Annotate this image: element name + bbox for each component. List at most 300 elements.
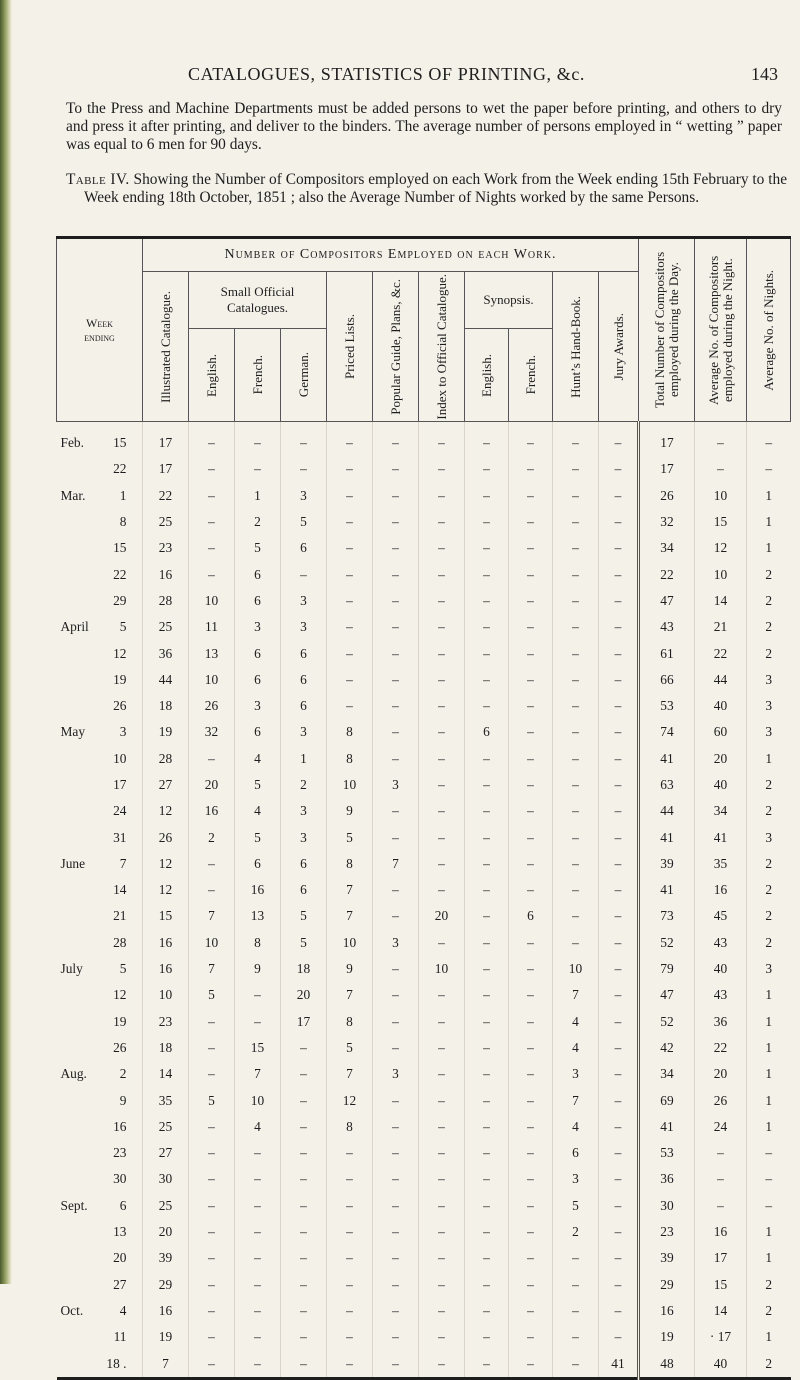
table-cell: – xyxy=(373,798,419,824)
table-cell: – xyxy=(189,456,235,482)
table-cell: 79 xyxy=(639,956,695,982)
table-row xyxy=(57,1219,791,1245)
table-cell: 2 xyxy=(747,877,791,903)
table-cell: – xyxy=(327,1298,373,1324)
table-cell: 66 xyxy=(639,667,695,693)
table-row xyxy=(57,1140,791,1166)
table-cell: 12 xyxy=(695,535,747,561)
table-row xyxy=(57,1166,791,1192)
table-cell: – xyxy=(419,1035,465,1061)
table-cell: 2 xyxy=(281,772,327,798)
week-day: 19 xyxy=(113,1013,127,1029)
week-cell xyxy=(57,535,143,561)
table-cell: 34 xyxy=(639,1061,695,1087)
table-cell: – xyxy=(465,877,509,903)
table-cell: – xyxy=(509,956,553,982)
table-cell: 4 xyxy=(235,798,281,824)
table-cell: 7 xyxy=(553,1087,599,1113)
table-cell: – xyxy=(419,1272,465,1298)
header-total-day-text: Total Number of Compositors employed during the Day. xyxy=(651,251,681,409)
header-index-official-text: Index to Official Catalogue. xyxy=(433,273,449,420)
table-cell: – xyxy=(373,1298,419,1324)
table-cell: 2 xyxy=(747,798,791,824)
table-cell: – xyxy=(189,1061,235,1087)
table-cell: 30 xyxy=(639,1193,695,1219)
table-cell: 53 xyxy=(639,1140,695,1166)
table-cell: – xyxy=(419,1140,465,1166)
table-cell: – xyxy=(373,1166,419,1192)
table-cell: 41 xyxy=(599,1350,639,1378)
table-cell: – xyxy=(373,1245,419,1271)
table-cell: – xyxy=(419,1324,465,1350)
table-cell: – xyxy=(373,719,419,745)
table-cell: – xyxy=(419,509,465,535)
table-cell: 26 xyxy=(639,483,695,509)
table-cell: 18 xyxy=(143,693,189,719)
table-cell: – xyxy=(599,851,639,877)
table-row xyxy=(57,456,791,482)
header-jury-awards xyxy=(599,272,639,422)
table-cell: – xyxy=(509,1272,553,1298)
table-cell: 6 xyxy=(281,640,327,666)
table-cell: – xyxy=(419,746,465,772)
table-cell: 7 xyxy=(553,982,599,1008)
week-day: 22 xyxy=(113,461,127,477)
table-cell: – xyxy=(599,422,639,457)
header-small-french xyxy=(235,329,281,422)
table-cell: – xyxy=(419,824,465,850)
table-cell: – xyxy=(509,1193,553,1219)
table-cell: – xyxy=(373,1350,419,1378)
table-cell: 26 xyxy=(143,824,189,850)
table-cell: 44 xyxy=(639,798,695,824)
table-row xyxy=(57,877,791,903)
table-cell: 4 xyxy=(553,1114,599,1140)
header-avg-night-text: Average No. of Compositors employed during the Night. xyxy=(705,255,735,405)
table-cell: 39 xyxy=(639,1245,695,1271)
table-cell: 21 xyxy=(695,614,747,640)
week-day: 29 xyxy=(113,592,127,608)
table-cell: 20 xyxy=(281,982,327,1008)
table-cell: – xyxy=(599,772,639,798)
table-cell: 6 xyxy=(235,719,281,745)
table-cell: – xyxy=(281,1272,327,1298)
table-cell: – xyxy=(509,1035,553,1061)
table-cell: 2 xyxy=(747,561,791,587)
table-cell: – xyxy=(281,456,327,482)
week-day: 12 xyxy=(113,645,127,661)
table-cell: – xyxy=(599,561,639,587)
table-cell: – xyxy=(189,1166,235,1192)
table-cell: 3 xyxy=(747,824,791,850)
table-cell: 7 xyxy=(189,903,235,929)
table-cell: – xyxy=(419,851,465,877)
table-cell: – xyxy=(189,1298,235,1324)
table-row xyxy=(57,561,791,587)
table-cell: – xyxy=(373,746,419,772)
table-cell: 40 xyxy=(695,772,747,798)
table-cell: 8 xyxy=(327,1009,373,1035)
table-cell: – xyxy=(599,903,639,929)
table-cell: – xyxy=(553,588,599,614)
table-cell: – xyxy=(553,614,599,640)
table-cell: 34 xyxy=(639,535,695,561)
week-day: 16 xyxy=(113,1118,127,1134)
table-cell: 20 xyxy=(695,746,747,772)
table-cell: 8 xyxy=(327,746,373,772)
table-cell: – xyxy=(235,982,281,1008)
table-cell: 16 xyxy=(189,798,235,824)
header-priced-lists-text: Priced Lists. xyxy=(341,314,357,379)
table-cell: – xyxy=(419,561,465,587)
week-day: 5 xyxy=(119,961,127,977)
table-cell: – xyxy=(509,851,553,877)
table-caption-text: Showing the Number of Compositors employed on each Work from the Week ending 15th February to the Week ending 18th October, 1851 ; also the Average Number of Nights worked by the same Persons. xyxy=(84,171,788,206)
table-cell: – xyxy=(327,1245,373,1271)
week-day: 10 xyxy=(113,750,127,766)
week-day: 22 xyxy=(113,566,127,582)
header-hunts-handbook xyxy=(553,272,599,422)
table-cell: 35 xyxy=(143,1087,189,1113)
table-cell: 5 xyxy=(281,509,327,535)
table-cell: – xyxy=(373,903,419,929)
week-day: 21 xyxy=(113,908,127,924)
table-cell: 2 xyxy=(553,1219,599,1245)
table-row xyxy=(57,851,791,877)
week-cell xyxy=(57,588,143,614)
table-cell: – xyxy=(373,588,419,614)
table-cell: 15 xyxy=(695,1272,747,1298)
table-cell: 5 xyxy=(327,1035,373,1061)
table-cell: – xyxy=(465,746,509,772)
table-cell: – xyxy=(509,535,553,561)
table-cell: – xyxy=(599,1245,639,1271)
table-cell: – xyxy=(599,614,639,640)
table-cell: – xyxy=(373,535,419,561)
table-cell: 18 xyxy=(143,1035,189,1061)
table-cell: – xyxy=(373,456,419,482)
table-cell: – xyxy=(373,561,419,587)
table-cell: – xyxy=(327,456,373,482)
week-month: May xyxy=(60,724,86,740)
table-cell: – xyxy=(419,456,465,482)
table-cell: – xyxy=(189,746,235,772)
table-cell: – xyxy=(465,982,509,1008)
table-cell: 10 xyxy=(143,982,189,1008)
table-cell: – xyxy=(189,561,235,587)
table-cell: 8 xyxy=(327,1114,373,1140)
table-cell: 3 xyxy=(373,772,419,798)
table-cell: 6 xyxy=(509,903,553,929)
table-cell: – xyxy=(419,1350,465,1378)
table-cell: 9 xyxy=(235,956,281,982)
table-cell: – xyxy=(189,422,235,457)
running-title: CATALOGUES, STATISTICS OF PRINTING, &c. xyxy=(188,64,586,84)
table-cell: 10 xyxy=(327,772,373,798)
table-cell: – xyxy=(465,1140,509,1166)
table-row xyxy=(57,903,791,929)
table-cell: 12 xyxy=(327,1087,373,1113)
week-cell xyxy=(57,1035,143,1061)
table-cell: – xyxy=(235,1009,281,1035)
week-month: Mar. xyxy=(60,487,86,503)
table-cell: 3 xyxy=(747,719,791,745)
table-cell: 43 xyxy=(695,982,747,1008)
table-cell: – xyxy=(509,1061,553,1087)
table-cell: – xyxy=(419,614,465,640)
header-popular-guide xyxy=(373,272,419,422)
table-cell: – xyxy=(419,1298,465,1324)
table-cell: – xyxy=(509,1140,553,1166)
header-small-german xyxy=(281,329,327,422)
table-cell: 1 xyxy=(747,1061,791,1087)
table-cell: 16 xyxy=(143,956,189,982)
table-cell: 1 xyxy=(281,746,327,772)
week-cell xyxy=(57,719,143,745)
table-cell: 15 xyxy=(235,1035,281,1061)
table-cell: 2 xyxy=(747,588,791,614)
table-cell: – xyxy=(419,535,465,561)
header-index-official xyxy=(419,272,465,422)
table-cell: – xyxy=(553,1272,599,1298)
table-cell: – xyxy=(465,667,509,693)
table-cell: – xyxy=(465,640,509,666)
table-cell: – xyxy=(373,667,419,693)
table-cell: – xyxy=(599,956,639,982)
header-illustrated-text: Illustrated Catalogue. xyxy=(157,290,173,403)
week-cell xyxy=(57,1087,143,1113)
table-cell: – xyxy=(465,483,509,509)
table-row xyxy=(57,483,791,509)
table-cell: – xyxy=(419,667,465,693)
table-cell: – xyxy=(599,1166,639,1192)
table-cell: 41 xyxy=(695,824,747,850)
table-cell: – xyxy=(189,1350,235,1378)
table-cell: – xyxy=(465,422,509,457)
table-cell: 74 xyxy=(639,719,695,745)
table-cell: – xyxy=(509,614,553,640)
table-cell: 36 xyxy=(695,1009,747,1035)
table-cell: 1 xyxy=(747,1245,791,1271)
table-cell: – xyxy=(327,1219,373,1245)
table-row xyxy=(57,614,791,640)
table-cell: 1 xyxy=(747,1324,791,1350)
table-row xyxy=(57,1009,791,1035)
table-cell: – xyxy=(465,614,509,640)
table-cell: – xyxy=(553,824,599,850)
table-cell: – xyxy=(509,1324,553,1350)
table-row xyxy=(57,1245,791,1271)
table-cell: 40 xyxy=(695,1350,747,1378)
week-cell xyxy=(57,667,143,693)
table-cell: 3 xyxy=(235,693,281,719)
week-cell xyxy=(57,1114,143,1140)
table-cell: 9 xyxy=(327,798,373,824)
week-cell xyxy=(57,930,143,956)
table-cell: – xyxy=(419,588,465,614)
table-cell: – xyxy=(509,640,553,666)
table-cell: 3 xyxy=(373,1061,419,1087)
table-cell: – xyxy=(327,693,373,719)
table-cell: – xyxy=(465,930,509,956)
table-cell: – xyxy=(465,1350,509,1378)
week-day: 3 xyxy=(119,724,127,740)
table-cell: – xyxy=(509,746,553,772)
table-cell: 30 xyxy=(143,1166,189,1192)
table-cell: – xyxy=(599,930,639,956)
table-cell: 5 xyxy=(235,535,281,561)
header-synopsis-english xyxy=(465,329,509,422)
table-cell: 1 xyxy=(747,982,791,1008)
table-cell: 27 xyxy=(143,1140,189,1166)
week-month: Feb. xyxy=(60,435,84,451)
table-cell: – xyxy=(599,535,639,561)
table-cell: – xyxy=(327,667,373,693)
table-cell: – xyxy=(553,535,599,561)
table-cell: – xyxy=(509,588,553,614)
table-cell: – xyxy=(419,693,465,719)
table-cell: – xyxy=(189,483,235,509)
table-cell: – xyxy=(281,1193,327,1219)
table-cell: – xyxy=(599,982,639,1008)
table-row xyxy=(57,667,791,693)
table-cell: 6 xyxy=(235,667,281,693)
table-cell: 16 xyxy=(143,930,189,956)
table-row xyxy=(57,1272,791,1298)
table-cell: – xyxy=(599,1193,639,1219)
table-cell: 10 xyxy=(327,930,373,956)
table-cell: – xyxy=(553,456,599,482)
table-cell: 18 xyxy=(281,956,327,982)
table-cell: – xyxy=(189,877,235,903)
table-cell: – xyxy=(465,561,509,587)
table-cell: 3 xyxy=(281,588,327,614)
table-cell: – xyxy=(465,1272,509,1298)
table-cell: 2 xyxy=(235,509,281,535)
table-cell: 17 xyxy=(281,1009,327,1035)
table-cell: 69 xyxy=(639,1087,695,1113)
table-row xyxy=(57,588,791,614)
table-cell: – xyxy=(373,422,419,457)
table-cell: – xyxy=(509,1114,553,1140)
table-cell: – xyxy=(465,956,509,982)
table-cell: 1 xyxy=(747,535,791,561)
week-cell xyxy=(57,483,143,509)
table-cell: 15 xyxy=(143,903,189,929)
table-cell: 6 xyxy=(235,588,281,614)
table-cell: 22 xyxy=(639,561,695,587)
table-cell: 6 xyxy=(281,667,327,693)
table-cell: 8 xyxy=(327,719,373,745)
table-cell: 40 xyxy=(695,693,747,719)
table-cell: 6 xyxy=(553,1140,599,1166)
header-number-group: Number of Compositors Employed on each Work. xyxy=(143,238,639,272)
table-row xyxy=(57,509,791,535)
header-jury-awards-text: Jury Awards. xyxy=(610,312,626,381)
table-cell: 10 xyxy=(235,1087,281,1113)
table-cell: 2 xyxy=(747,640,791,666)
table-cell: – xyxy=(465,1166,509,1192)
table-cell: – xyxy=(189,1245,235,1271)
table-cell: – xyxy=(189,535,235,561)
table-cell: 7 xyxy=(327,877,373,903)
header-priced-lists xyxy=(327,272,373,422)
table-cell: – xyxy=(235,1350,281,1378)
table-cell: – xyxy=(327,535,373,561)
table-cell: 23 xyxy=(143,535,189,561)
table-cell: – xyxy=(509,824,553,850)
table-cell: – xyxy=(599,1272,639,1298)
week-cell xyxy=(57,772,143,798)
table-cell: – xyxy=(509,1166,553,1192)
table-cell: – xyxy=(235,1324,281,1350)
week-month: Aug. xyxy=(60,1066,87,1082)
week-day: 28 xyxy=(113,934,127,950)
table-cell: 8 xyxy=(327,851,373,877)
header-synopsis: Synopsis. xyxy=(465,272,553,329)
table-cell: 3 xyxy=(747,956,791,982)
table-cell: – xyxy=(553,693,599,719)
table-row xyxy=(57,746,791,772)
table-cell: 6 xyxy=(281,535,327,561)
table-cell: 7 xyxy=(143,1350,189,1378)
table-row xyxy=(57,535,791,561)
table-row xyxy=(57,693,791,719)
table-cell: – xyxy=(281,1350,327,1378)
table-cell: – xyxy=(235,1219,281,1245)
table-cell: – xyxy=(465,1193,509,1219)
table-cell: 32 xyxy=(639,509,695,535)
table-caption-label: Table IV. xyxy=(66,171,130,188)
table-cell: 12 xyxy=(143,851,189,877)
week-cell xyxy=(57,903,143,929)
table-cell: 22 xyxy=(143,483,189,509)
table-cell: 6 xyxy=(235,561,281,587)
table-cell: – xyxy=(189,851,235,877)
table-cell: – xyxy=(235,422,281,457)
table-row xyxy=(57,719,791,745)
table-cell: 3 xyxy=(747,693,791,719)
table-cell: 2 xyxy=(747,851,791,877)
table-cell: – xyxy=(189,1324,235,1350)
table-cell: – xyxy=(373,982,419,1008)
header-illustrated xyxy=(143,272,189,422)
table-cell: 6 xyxy=(235,640,281,666)
table-cell: – xyxy=(419,982,465,1008)
table-cell: – xyxy=(419,483,465,509)
table-cell: 10 xyxy=(695,483,747,509)
header-synopsis-french xyxy=(509,329,553,422)
table-cell: 20 xyxy=(695,1061,747,1087)
week-cell xyxy=(57,1061,143,1087)
table-cell: – xyxy=(509,1087,553,1113)
table-cell: 8 xyxy=(235,930,281,956)
table-cell: – xyxy=(599,798,639,824)
table-cell: – xyxy=(419,1219,465,1245)
table-cell: – xyxy=(599,509,639,535)
table-cell: 20 xyxy=(419,903,465,929)
table-cell: 5 xyxy=(281,930,327,956)
table-cell: 19 xyxy=(639,1324,695,1350)
table-cell: – xyxy=(327,1166,373,1192)
week-cell xyxy=(57,1298,143,1324)
table-cell: – xyxy=(509,1245,553,1271)
table-cell: – xyxy=(747,1140,791,1166)
table-cell: – xyxy=(695,1140,747,1166)
table-cell: – xyxy=(509,456,553,482)
table-cell: – xyxy=(373,877,419,903)
table-cell: 1 xyxy=(747,1114,791,1140)
